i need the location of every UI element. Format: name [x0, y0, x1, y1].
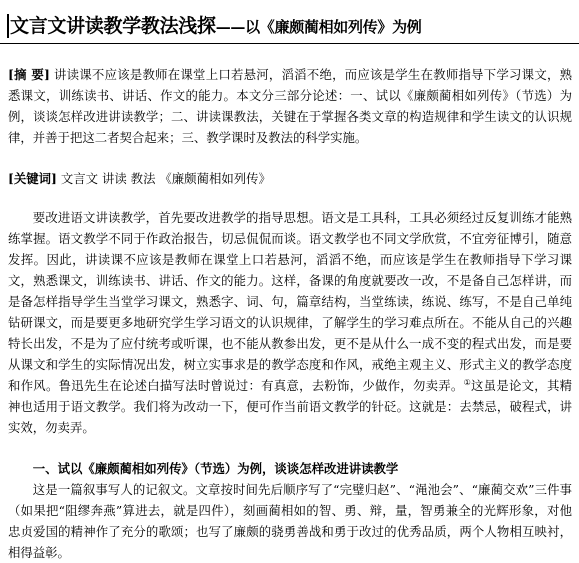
title-subtitle: ——以《廉颇蔺相如列传》为例	[215, 18, 422, 36]
title-underline	[0, 43, 579, 44]
section-heading-1: 一、试以《廉颇蔺相如列传》（节选）为例，谈谈怎样改进讲读教学	[32, 461, 399, 476]
abstract-text: 讲读课不应该是教师在课堂上口若悬河，滔滔不绝，而应该是学生在教师指导下学习课文，熟悉课文，训练读书、讲话、作文的能力。本文分三部分论述：一、试以《廉颇蔺相如列传》（节选）为例，谈谈怎样改进讲读教学；二、讲读课教法，关键在于掌握各类文章的构造规律和学生读文的认识规律，并善于把这二者契合起来；三、教学课时及教法的科学实施。	[8, 67, 572, 145]
text-cursor	[7, 14, 9, 38]
abstract-paragraph	[8, 64, 572, 148]
body-paragraph-1-text-b: 这虽是论文，其精神也适用于语文教学。我们将为改动一下，便可作当前语文教学的针砭。这就是：去禁忌，破程式，讲实效，勿卖弄。	[8, 378, 573, 435]
document-title	[10, 12, 579, 41]
abstract-label: [摘 要]	[8, 67, 50, 82]
title-main: 文言文讲读教学教法浅探	[10, 15, 216, 37]
keywords-paragraph	[8, 168, 572, 189]
body-paragraph-1-text-a: 要改进语文讲读教学，首先要改进教学的指导思想。语文是工具科，工具必须经过反复训练才能熟练掌握。语文教学不同于作政治报告，切忌侃侃而谈。语文教学也不同文学欣赏，不宜旁征博引，随意发挥。因此，讲读课不应该是教师在课堂上口若悬河，滔滔不绝，而应该是学生在教师指导下学习课文，熟悉课文，训练读书、讲话、作文的能力。这样，备课的角度就要改一改，不是备自己怎样讲，而是备怎样指导学生当堂学习课文，熟悉字、词、句，篇章结构，当堂练读，练说、练写，不是自己单纯钻研课文，而是要更多地研究学生学习语文的认识规律，了解学生的学习难点所在。不能从自己的兴趣特长出发，不是为了应付统考或听课，也不能从教参出发，更不是从什么一成不变的程式出发，而是要从课文和学生的实际情况出发，树立实事求是的教学态度和作风，戒绝主观主义、形式主义的教学态度和作风。鲁迅先生在论述白描写法时曾说过：有真意，去粉饰，少做作，勿卖弄。	[8, 210, 572, 393]
footnote-marker: ①	[463, 377, 472, 387]
keywords-text: 文言文 讲读 教法 《廉颇蔺相如列传》	[56, 171, 271, 186]
body-paragraph-1	[8, 207, 572, 438]
body-paragraph-2: 这是一篇叙事写人的记叙文。文章按时间先后顺序写了“完璧归赵”、“渑池会”、“廉蔺交欢”三件事（如果把“阻缪奔燕”算进去，就是四件），刻画蔺相如的智、勇、辩，量，智勇兼全的光辉形象，对他忠贞爱国的精神作了充分的歌颂；也写了廉颇的骁勇善战和勇于改过的优秀品质，两个人物相互映衬，相得益彰。	[8, 482, 572, 560]
keywords-label: [关键词]	[8, 171, 57, 186]
